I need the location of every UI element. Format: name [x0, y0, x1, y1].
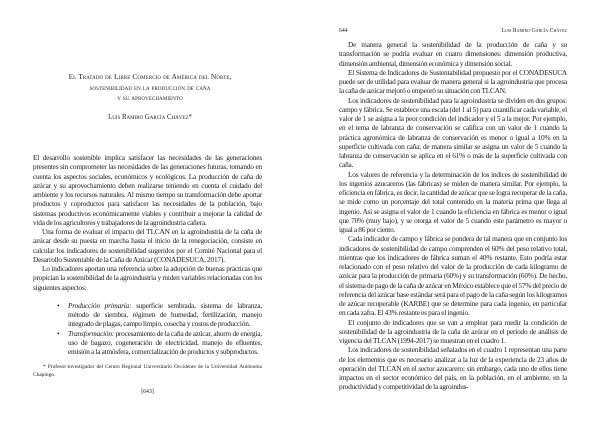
- paragraph: Los indicadores de sostenibilidad para la agroindustria se dividen en dos grupos: campo y fábrica. Se establece una escala (del 1 al 5) para cuantificar cada variable, el valor de 1 se asigna a la peor condición del indicador y el 5 a la mejor. Por ejemplo, en el tema de labranza de conservación se califica con un valor de 1 cuando la práctica agronómica de labranza de conservación es menor o igual a 10% en la superficie cultivada con caña; de manera similar se asigna un valor de 5 cuando la labranza de conservación se aplica en el 61% o más de la superficie cultivada con caña.: [339, 95, 567, 170]
- left-body-text: [33, 153, 262, 356]
- right-body-text: [339, 40, 567, 392]
- paragraph: Lo indicadores aportan una referencia sobre la adopción de buenas prácticas que propician la sostenibilidad de la agroindustria y miden variables relacionadas con los siguientes aspectos:: [33, 264, 262, 292]
- list-item-term: Transformación:: [68, 328, 115, 338]
- page-number: 644: [339, 28, 348, 34]
- running-head-author: Luis Ramiro García Chávez: [501, 28, 567, 34]
- title-line: sostenibilidad en la producción de caña: [89, 82, 211, 92]
- list-item-term: Producción primaria:: [68, 300, 132, 310]
- paragraph: De manera general la sostenibilidad de la producción de caña y su transformación se podría evaluar en cuatro dimensiones: dimensión productiva, dimensión ambiental, dimensión económica y dimensión social.: [339, 40, 567, 68]
- author-name: Luis Ramiro García Chávez*: [108, 114, 192, 121]
- article-title: [30, 72, 270, 104]
- list-item-text: superficie sembrada, sistema de labranza, método de siembra, régimen de humedad, fertilización, manejo integrado de plagas, campo limpio, cosecha y costos de producción.: [68, 300, 262, 329]
- running-header: [339, 28, 567, 35]
- list-item-text: procesamiento de la caña de azúcar, ahorro de energía, uso de bagazo, cogeneración de electricidad, manejo de efluentes, emisión a la atmósfera, comercialización de productos y subproductos.: [68, 328, 262, 356]
- paragraph: Los indicadores de sostenibilidad señalados en el cuadro 1 representan una parte de los elementos que es necesario analizar a la luz de la experiencia de 23 años de operación del TLCAN en el sector azucarero; sin embargo, cada uno de ellos tiene impactos en el sector económico del país, en la población, en el ambiente, en la productividad y competitividad de la agroindus-: [339, 345, 567, 392]
- paragraph: El conjunto de indicadores que se van a emplear para medir la condición de sostenibilidad de la agroindustria de la caña de azúcar en el periodo de análisis de vigencia del TLCAN (1994-2017) se muestran en el cuadro 1.: [339, 317, 567, 345]
- paragraph: Una forma de evaluar el impacto del TLCAN en la agroindustria de la caña de azúcar desde su puesta en marcha hasta el inicio de la renegociación, consiste en calcular los indicadores de sostenibilidad sugeridos por el Comité Nacional para el Desarrollo Sustentable de la Caña de Azúcar (CONADESUCA, 2017).: [33, 227, 262, 264]
- page-number: [643]: [141, 389, 154, 396]
- footnote: * Profesor-investigador del Centro Regional Universitario Occidente de la Universidad Autónoma Chapingo.: [33, 364, 262, 378]
- aspects-list: [33, 301, 262, 357]
- list-item: [68, 301, 262, 329]
- right-page: [300, 0, 600, 431]
- paragraph: Los valores de referencia y la determinación de los índices de sostenibilidad de los ingenios azucareros (las fábricas) se miden de manera similar. Por ejemplo, la eficiencia en fábrica, es decir, la cantidad de azúcar que se logra recuperar de la caña, se mide como un porcentaje del total contenido en la materia prima que llega al ingenio. Así se asigna el valor de 1 cuando la eficiencia en fábrica es menor o igual que 70% (muy bajo), y se otorga el valor de 5 cuando este parámetro es mayor o igual a 86 por ciento.: [339, 169, 567, 234]
- left-page-flow: [33, 153, 262, 396]
- paragraph: El Sistema de Indicadores de Sustentabilidad propuesto por el CONADESUCA puede ser de utilidad para evaluar de manera general si la agroindustria que procesa la caña de azúcar mejoró o empeoró su situación con TLCAN.: [339, 67, 567, 96]
- paragraph: Cada indicador de campo y fábrica se pondera de tal manera que en conjunto los indicadores de sostenibilidad de campo comprenden el 60% del peso relativo total, mientras que los indicadores de fábrica suman el 40% restante. Esto podría estar relacionado con el peso relativo del valor de la producción de cada kilogramo de azúcar para la producción de primaria (60%) y su transformación (60%). De hecho, el sistema de pago de la caña de azúcar en México establece que el 57% del precio de referencia del azúcar base estándar será para el pago de la caña según los kilogramos de azúcar recuperable (KARBE) que se determine para cada ingenio, en particular en cada zafra. El 43% restante es para el ingenio.: [339, 234, 567, 318]
- title-line: El Tratado de Libre Comercio de América del Norte,: [68, 72, 232, 81]
- title-line: y su aprovechamiento: [117, 93, 183, 102]
- list-item: [68, 329, 262, 357]
- paragraph: El desarrollo sostenible implica satisfacer las necesidades de las generaciones presentes sin comprometer las necesidades de las generaciones futuras, tomando en cuenta los aspectos sociales, económicos y ecológicos. La producción de caña de azúcar y su aprovechamiento deben realizarse teniendo en cuenta el cuidado del ambiente y los recursos naturales. Al mismo tiempo su transformación debe aportar productos y coproductos para satisfacer las necesidades de la población, bajo sistemas productivos económicamente viables y contribuir a mejorar la calidad de vida de los agricultores y trabajadores de la agroindustria cañera.: [33, 153, 262, 227]
